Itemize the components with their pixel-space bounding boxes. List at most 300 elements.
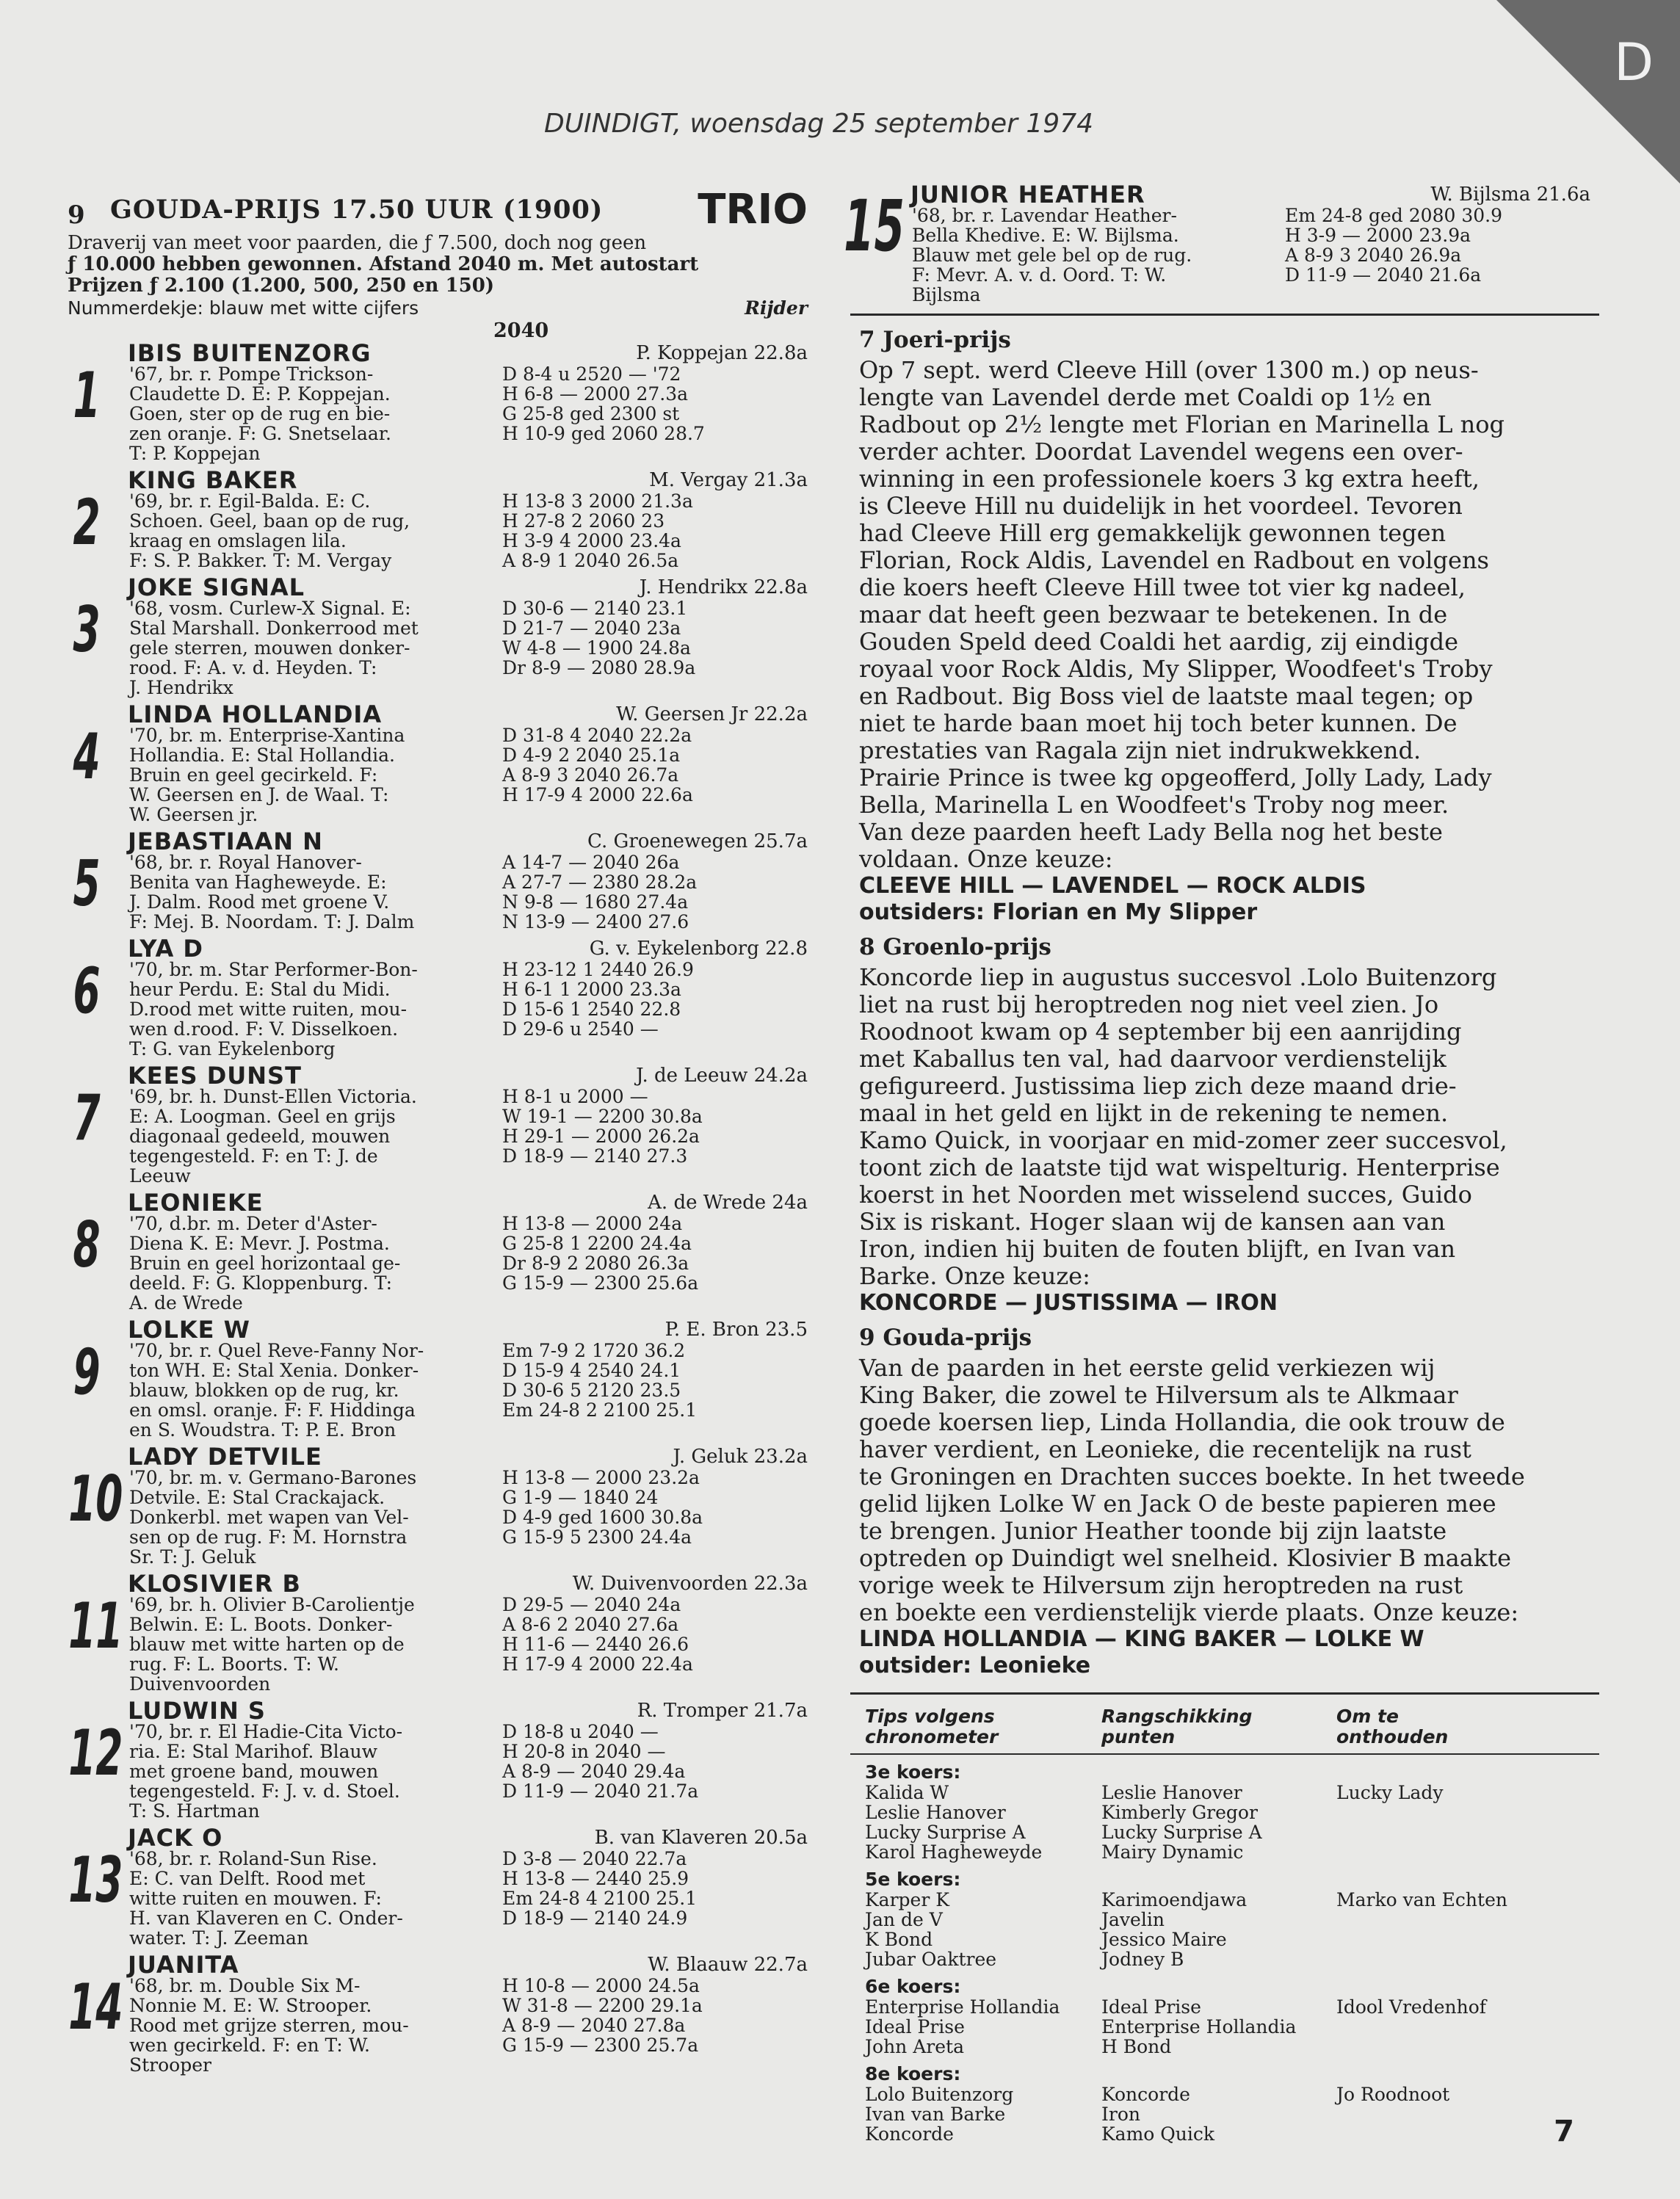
preview-text-line: prestaties van Ragala zijn niet indrukwekkend. (859, 736, 1422, 764)
horse-detail-row (68, 1273, 817, 1293)
horse-description: W. Geersen jr. (129, 804, 258, 825)
horse-detail-row (68, 1654, 817, 1674)
horse-detail-row (68, 1507, 817, 1527)
horse-header (68, 700, 817, 728)
horse-form: G 1-9 — 1840 24 (502, 1487, 659, 1508)
tip-group (850, 1869, 1599, 1969)
horse-number: 9 (73, 1336, 101, 1409)
horse-description: '68, vosm. Curlew-X Signal. E: (129, 598, 411, 619)
horse-description: F: Mej. B. Noordam. T: J. Dalm (129, 911, 415, 932)
tips-col-header: Tips volgens chronometer (865, 1706, 999, 1747)
preview-text-line: en boekte een verdienstelijk vierde plaats. Onze keuze: (859, 1598, 1519, 1626)
horse-description: '68, br. r. Roland-Sun Rise. (129, 1848, 377, 1869)
preview-text-line: Gouden Speld deed Coaldi het aardig, zij eindigde (859, 628, 1459, 656)
race-distance: 2040 (493, 319, 549, 342)
tip-chronometer: Jan de V (865, 1909, 943, 1930)
tip-points: Koncorde (1101, 2084, 1190, 2105)
horse-form: A 8-9 1 2040 26.5a (502, 550, 679, 571)
horse-name: IBIS BUITENZORG (128, 339, 372, 367)
horse-description: Detvile. E: Stal Crackajack. (129, 1487, 385, 1508)
horse-detail-row (68, 1039, 817, 1059)
horse-detail-row (68, 1361, 817, 1380)
horse-detail-row (68, 443, 817, 463)
horse-form: H 3-9 — 2000 23.9a (1285, 225, 1471, 246)
horse-entry (68, 1951, 817, 2076)
tip-points: Jodney B (1101, 1949, 1184, 1970)
horse-detail-row (850, 245, 1599, 265)
horse-form: H 13-8 — 2440 25.9 (502, 1868, 689, 1889)
horse-description: Benita van Hagheweyde. E: (129, 872, 387, 893)
horse-number: 4 (73, 720, 101, 794)
horse-detail-row (68, 1380, 817, 1400)
horse-name: JEBASTIAAN N (128, 827, 323, 855)
tip-group (850, 1762, 1599, 1862)
horse-detail-row (68, 1146, 817, 1166)
preview-text-line: Bella, Marinella L en Woodfeet's Troby nog meer. (859, 791, 1449, 819)
race-legend (68, 297, 817, 320)
horse-detail-row (68, 1634, 817, 1654)
horse-description: Bruin en geel gecirkeld. F: (129, 764, 378, 786)
race-conditions-line: Draverij van meet voor paarden, die ƒ 7.500, doch nog geen (68, 232, 647, 254)
horse-detail-row (68, 384, 817, 404)
horse-form: D 15-9 4 2540 24.1 (502, 1360, 681, 1381)
horse-driver: G. v. Eykelenborg 22.8 (589, 938, 808, 960)
race-title: GOUDA-PRIJS 17.50 UUR (1900) (110, 195, 604, 225)
horse-detail-row (68, 1801, 817, 1821)
horse-description: F: Mevr. A. v. d. Oord. T: W. (912, 264, 1167, 286)
horse-details (68, 954, 817, 1059)
horse-form: G 15-9 — 2300 25.6a (502, 1272, 699, 1294)
tip-chronometer: Karol Hagheweyde (865, 1841, 1043, 1863)
preview-text-line: Florian, Rock Aldis, Lavendel en Radbout en volgens (859, 546, 1489, 574)
horse-form: D 29-6 u 2540 — (502, 1018, 659, 1040)
preview-text-line: verder achter. Doordat Lavendel wegens een over- (859, 438, 1463, 465)
horse-form: D 3-8 — 2040 22.7a (502, 1848, 687, 1869)
race-prizes: Prijzen ƒ 2.100 (1.200, 500, 250 en 150) (68, 275, 495, 297)
horse-form: D 21-7 — 2040 23a (502, 617, 681, 639)
horse-name: KEES DUNST (128, 1062, 302, 1090)
tip-row (850, 2084, 1599, 2104)
horse-description: en omsl. oranje. F: F. Hiddinga (129, 1399, 416, 1421)
tips-col-header: Om te onthouden (1336, 1706, 1449, 1747)
horse-description: blauw, blokken op de rug, kr. (129, 1380, 399, 1401)
horse-header (68, 339, 817, 367)
horse-entry (68, 1570, 817, 1695)
preview-text-line: maal in het geld en lijkt in de rekening te nemen. (859, 1099, 1449, 1127)
horse-description: diagonaal gedeeld, mouwen (129, 1126, 391, 1147)
trio-label: TRIO (698, 186, 808, 233)
horse-form: N 9-8 — 1680 27.4a (502, 891, 689, 913)
horse-header (68, 1062, 817, 1090)
horse-form: Em 24-8 4 2100 25.1 (502, 1888, 698, 1909)
horse-detail-row (68, 745, 817, 765)
horse-details (68, 593, 817, 698)
horse-form: D 18-8 u 2040 — (502, 1721, 659, 1742)
horse-name: LINDA HOLLANDIA (128, 700, 383, 728)
race-preview (850, 935, 1599, 1316)
horse-detail-row (68, 1293, 817, 1313)
horse-form: D 4-9 2 2040 25.1a (502, 745, 681, 766)
tip-group (850, 2064, 1599, 2144)
horse-entry (68, 1189, 817, 1314)
preview-text-line: te Groningen en Drachten succes boekte. In het tweede (859, 1463, 1525, 1490)
horse-detail-row (68, 1595, 817, 1615)
horse-description: witte ruiten en mouwen. F: (129, 1888, 382, 1909)
horse-description: Leeuw (129, 1165, 191, 1187)
horse-form: D 11-9 — 2040 21.6a (1285, 264, 1482, 286)
horse-header (68, 1443, 817, 1471)
tip-group-label: 6e koers: (865, 1976, 961, 1997)
horse-form: Em 24-8 2 2100 25.1 (502, 1399, 698, 1421)
horse-entry (68, 339, 817, 464)
preview-pick: CLEEVE HILL — LAVENDEL — ROCK ALDIS (859, 873, 1366, 899)
horse-description: '70, br. m. v. Germano-Barones (129, 1467, 417, 1488)
horse-header (68, 573, 817, 601)
horse-description: '68, br. m. Double Six M- (129, 1975, 361, 1996)
horse-driver: W. Bijlsma 21.6a (1430, 184, 1590, 206)
horse-details (68, 486, 817, 571)
horse-detail-row (68, 805, 817, 825)
horse-name: KLOSIVIER B (128, 1570, 301, 1598)
horse-description: zen oranje. F: G. Snetselaar. (129, 423, 391, 444)
horse-description: Stal Marshall. Donkerrood met (129, 617, 419, 639)
horse-description: tegengesteld. F: J. v. d. Stoel. (129, 1780, 400, 1802)
horse-detail-row (68, 1087, 817, 1106)
tip-row (850, 2017, 1599, 2037)
horse-description: J. Hendrikx (129, 677, 233, 698)
preview-heading: 7 Joeri-prijs (859, 327, 1011, 353)
horse-description: kraag en omslagen lila. (129, 530, 347, 551)
horse-description: A. de Wrede (129, 1292, 243, 1314)
horse-name: JACK O (128, 1824, 223, 1852)
horse-description: rug. F: L. Boorts. T: W. (129, 1653, 339, 1675)
preview-text-line: niet te harde baan moet hij toch beter kunnen. De (859, 709, 1458, 737)
divider (850, 1753, 1599, 1755)
preview-text-line: maar dat heeft geen bezwaar te betekenen. In de (859, 601, 1448, 628)
preview-text-line: gefigureerd. Justissima liep zich deze maand drie- (859, 1072, 1457, 1100)
horse-number: 5 (73, 847, 101, 921)
horse-description: blauw met witte harten op de (129, 1634, 405, 1655)
commentary-column (844, 181, 1599, 2148)
horse-form: D 11-9 — 2040 21.7a (502, 1780, 699, 1802)
horse-description: Strooper (129, 2054, 211, 2076)
tip-remember (1336, 2124, 1579, 2144)
horse-description: Donkerbl. met wapen van Vel- (129, 1507, 409, 1528)
tip-remember: Jo Roodnoot (1336, 2084, 1450, 2105)
horse-header (68, 466, 817, 494)
tip-chronometer: John Areta (865, 2036, 964, 2057)
horse-number: 1 (73, 359, 101, 432)
horse-detail-row (68, 1869, 817, 1888)
horse-detail-row (68, 491, 817, 511)
preview-text-line: voldaan. Onze keuze: (859, 845, 1113, 873)
tips-header (850, 1706, 1599, 1747)
horse-entry (68, 1824, 817, 1949)
horse-detail-row (68, 1928, 817, 1948)
divider (850, 1692, 1599, 1695)
preview-text-line: te brengen. Junior Heather toonde bij zijn laatste (859, 1517, 1447, 1545)
preview-text-line: gelid lijken Lolke W en Jack O de beste papieren mee (859, 1490, 1496, 1518)
horse-driver: P. E. Bron 23.5 (665, 1319, 808, 1341)
horse-detail-row (68, 678, 817, 698)
horse-description: D.rood met witte ruiten, mou- (129, 999, 408, 1020)
horse-form: H 10-9 ged 2060 28.7 (502, 423, 705, 444)
tip-row (850, 1842, 1599, 1862)
tip-points: Karimoendjawa (1101, 1889, 1248, 1910)
horse-driver: J. Geluk 23.2a (673, 1446, 808, 1468)
horse-description: '70, d.br. m. Deter d'Aster- (129, 1213, 377, 1234)
tip-points: Jessico Maire (1101, 1929, 1227, 1950)
preview-text-line: Prairie Prince is twee kg opgeofferd, Jolly Lady, Lady (859, 764, 1492, 791)
horse-detail-row (68, 1849, 817, 1869)
horse-detail-row (68, 1527, 817, 1547)
horse-description: en S. Woudstra. T: P. E. Bron (129, 1419, 397, 1441)
horse-number: 14 (68, 1971, 123, 2044)
horse-details (68, 1971, 817, 2076)
horse-details (68, 1717, 817, 1822)
horse-details (68, 847, 817, 932)
horse-form: G 15-9 — 2300 25.7a (502, 2035, 699, 2056)
horse-description: T: G. van Eykelenborg (129, 1038, 336, 1059)
horse-name: JUANITA (128, 1951, 239, 1979)
horse-number: 12 (68, 1717, 123, 1790)
race-header (68, 187, 817, 233)
horse-description: '68, br. r. Royal Hanover- (129, 852, 362, 873)
horse-description: E: A. Loogman. Geel en grijs (129, 1106, 396, 1127)
horse-form: A 8-9 — 2040 27.8a (502, 2015, 686, 2036)
preview-text-line: haver verdient, en Leonieke, die recentelijk na rust (859, 1435, 1471, 1463)
horse-number: 11 (68, 1590, 123, 1663)
tip-points: Javelin (1101, 1909, 1165, 1930)
horse-header (68, 1824, 817, 1852)
horse-form: H 6-1 1 2000 23.3a (502, 979, 681, 1000)
horse-detail-row (68, 872, 817, 892)
tip-remember (1336, 2104, 1579, 2124)
tips-table (850, 1706, 1599, 2144)
horse-name: LUDWIN S (128, 1697, 266, 1725)
section-letter: D (1614, 32, 1654, 93)
horse-detail-row (850, 206, 1599, 225)
horse-description: T: S. Hartman (129, 1800, 260, 1822)
tip-remember: Marko van Echten (1336, 1889, 1507, 1910)
horse-detail-row (68, 785, 817, 805)
horse-header (68, 1951, 817, 1979)
preview-text-line: Barke. Onze keuze: (859, 1262, 1090, 1290)
horse-description: sen op de rug. F: M. Hornstra (129, 1526, 408, 1548)
horse-form: H 11-6 — 2440 26.6 (502, 1634, 689, 1655)
tip-groups (850, 1762, 1599, 2144)
horse-description: Belwin. E: L. Boots. Donker- (129, 1614, 393, 1635)
horse-description: gele sterren, mouwen donker- (129, 637, 410, 659)
horse-detail-row (68, 2035, 817, 2055)
horse-description: '70, br. m. Enterprise-Xantina (129, 725, 405, 746)
horse-number: 15 (844, 185, 905, 267)
preview-text-line: royaal voor Rock Aldis, My Slipper, Woodfeet's Troby (859, 655, 1493, 683)
preview-text-line: had Cleeve Hill erg gemakkelijk gewonnen tegen (859, 519, 1447, 547)
horse-detail-row (68, 1106, 817, 1126)
horse-form: Dr 8-9 — 2080 28.9a (502, 657, 696, 678)
horse-description: Sr. T: J. Geluk (129, 1546, 256, 1568)
tip-chronometer: Ideal Prise (865, 2016, 965, 2037)
horse-number: 7 (73, 1082, 101, 1155)
tip-row (850, 1930, 1599, 1949)
tips-col-header: Rangschikking punten (1101, 1706, 1253, 1747)
horse-detail-row (68, 1233, 817, 1253)
tip-chronometer: Karper K (865, 1889, 949, 1910)
horse-driver: W. Duivenvoorden 22.3a (572, 1573, 808, 1595)
horse-detail-row (68, 725, 817, 745)
tip-points: Leslie Hanover (1101, 1782, 1242, 1803)
horse-detail-row (68, 1126, 817, 1146)
horse-form: A 8-9 — 2040 29.4a (502, 1761, 686, 1782)
horse-form: H 6-8 — 2000 27.3a (502, 383, 689, 405)
tip-remember (1336, 1842, 1579, 1862)
preview-text-line: liet na rust bij heroptreden nog niet veel zien. Jo (859, 990, 1439, 1018)
horse-detail-row (68, 1166, 817, 1186)
horse-form: W 4-8 — 1900 24.8a (502, 637, 691, 659)
horse-detail-row (68, 1996, 817, 2015)
tip-row (850, 2104, 1599, 2124)
preview-text-line: Van de paarden in het eerste gelid verkiezen wij (859, 1354, 1435, 1382)
tip-group-label: 5e koers: (865, 1869, 961, 1890)
preview-text-line: is Cleeve Hill nu duidelijk in het voordeel. Tevoren (859, 492, 1463, 520)
tip-chronometer: K Bond (865, 1929, 933, 1950)
divider (850, 314, 1599, 316)
tip-chronometer: Kalida W (865, 1782, 949, 1803)
preview-text-line: en Radbout. Big Boss viel de laatste maal tegen; op (859, 682, 1474, 710)
horse-form: H 10-8 — 2000 24.5a (502, 1975, 700, 1996)
horse-form: D 30-6 5 2120 23.5 (502, 1380, 681, 1401)
horse-description: '70, br. r. Quel Reve-Fanny Nor- (129, 1340, 424, 1361)
horse-detail-row (68, 1976, 817, 1996)
horse-description: wen d.rood. F: V. Disselkoen. (129, 1018, 399, 1040)
horse-form: Dr 8-9 2 2080 26.3a (502, 1253, 689, 1274)
horse-driver: C. Groenewegen 25.7a (587, 830, 808, 852)
horse-detail-row (68, 638, 817, 658)
horse-form: H 3-9 4 2000 23.4a (502, 530, 681, 551)
horse-details (68, 1336, 817, 1441)
horse-name: JUNIOR HEATHER (910, 181, 1145, 209)
horse-entry (68, 1443, 817, 1568)
horse-description: ton WH. E: Stal Xenia. Donker- (129, 1360, 419, 1381)
horse-entry (68, 573, 817, 698)
horse-form: G 25-8 ged 2300 st (502, 403, 680, 424)
preview-pick: outsider: Leonieke (859, 1653, 1091, 1678)
horse-form: G 15-9 5 2300 24.4a (502, 1526, 692, 1548)
horse-detail-row (68, 1019, 817, 1039)
horse-number: 10 (68, 1463, 123, 1536)
horse-detail-row (68, 1253, 817, 1273)
tip-remember (1336, 1930, 1579, 1949)
tip-chronometer: Lolo Buitenzorg (865, 2084, 1014, 2105)
horse-form: H 13-8 3 2000 21.3a (502, 490, 693, 512)
horse-detail-row (68, 618, 817, 638)
horse-description: W. Geersen en J. de Waal. T: (129, 784, 389, 805)
horse-description: '68, br. r. Lavendar Heather- (912, 205, 1177, 226)
horse-detail-row (68, 598, 817, 618)
tip-row (850, 1783, 1599, 1803)
horse-details (68, 1082, 817, 1187)
horse-description: F: S. P. Bakker. T: M. Vergay (129, 550, 392, 571)
horse-details (68, 1209, 817, 1314)
horse-details (68, 359, 817, 464)
horse-detail-row (68, 999, 817, 1019)
number-cloth-note: Nummerdekje: blauw met witte cijfers (68, 297, 419, 319)
preview-text-line: Roodnoot kwam op 4 september bij een aanrijding (859, 1018, 1462, 1046)
horse-description: '67, br. r. Pompe Trickson- (129, 363, 374, 385)
preview-text-line: lengte van Lavendel derde met Coaldi op 1½ en (859, 383, 1432, 411)
rijder-label: Rijder (745, 297, 808, 319)
horse-form: D 18-9 — 2140 24.9 (502, 1908, 688, 1929)
horse-description: E: C. van Delft. Rood met (129, 1868, 366, 1889)
horse-description: Diena K. E: Mevr. J. Postma. (129, 1233, 390, 1254)
tip-group (850, 1977, 1599, 2057)
horse-form: D 29-5 — 2040 24a (502, 1594, 681, 1615)
horse-form: D 30-6 — 2140 23.1 (502, 598, 688, 619)
preview-text-line: Iron, indien hij buiten de fouten blijft, en Ivan van (859, 1235, 1456, 1263)
race-preview (850, 327, 1599, 926)
race-preview (850, 1325, 1599, 1679)
horse-detail-row (850, 265, 1599, 285)
preview-text-line: Koncorde liep in augustus succesvol .Lolo Buitenzorg (859, 963, 1497, 991)
tip-remember (1336, 2017, 1579, 2037)
tip-chronometer: Koncorde (865, 2123, 954, 2145)
horse-detail-row (68, 765, 817, 785)
tip-row (850, 1949, 1599, 1969)
preview-text-line: Van deze paarden heeft Lady Bella nog het beste (859, 818, 1443, 846)
preview-text-line: Six is riskant. Hoger slaan wij de kansen aan van (859, 1208, 1446, 1236)
preview-text-line: vorige week te Hilversum zijn heroptreden na rust (859, 1571, 1463, 1599)
horse-list (68, 339, 817, 2076)
horse-description: '69, br. h. Dunst-Ellen Victoria. (129, 1086, 417, 1107)
tip-group-label: 3e koers: (865, 1761, 961, 1783)
tip-row (850, 1803, 1599, 1822)
horse-driver: B. van Klaveren 20.5a (594, 1827, 808, 1849)
horse-form: Em 24-8 ged 2080 30.9 (1285, 205, 1502, 226)
tip-remember (1336, 2037, 1579, 2057)
horse-header (68, 827, 817, 855)
race-card-column (68, 187, 817, 2081)
horse-description: Bijlsma (912, 284, 981, 305)
horse-description: T: P. Koppejan (129, 443, 261, 464)
tip-points: Mairy Dynamic (1101, 1841, 1244, 1863)
horse-description: '70, br. r. El Hadie-Cita Victo- (129, 1721, 403, 1742)
tip-points: Enterprise Hollandia (1101, 2016, 1297, 2037)
tip-remember: Idool Vredenhof (1336, 1996, 1487, 2018)
horse-description: rood. F: A. v. d. Heyden. T: (129, 657, 377, 678)
horse-driver: M. Vergay 21.3a (649, 469, 808, 491)
tip-points: Kamo Quick (1101, 2123, 1215, 2145)
horse-description: '70, br. m. Star Performer-Bon- (129, 959, 418, 980)
preview-text-line: die koers heeft Cleeve Hill twee tot vier kg nadeel, (859, 573, 1466, 601)
horse-description: Goen, ster op de rug en bie- (129, 403, 391, 424)
horse-detail-row (68, 892, 817, 912)
horse-description: heur Perdu. E: Stal du Midi. (129, 979, 391, 1000)
horse-detail-row (68, 1761, 817, 1781)
horse-name: LYA D (128, 935, 203, 963)
horse-details (68, 1590, 817, 1695)
race-previews (850, 327, 1599, 1679)
preview-text-line: King Baker, die zowel te Hilversum als te Alkmaar (859, 1381, 1458, 1409)
horse-form: H 13-8 — 2000 23.2a (502, 1467, 700, 1488)
tip-remember (1336, 1910, 1579, 1930)
horse-number: 2 (73, 486, 101, 559)
horse-form: H 13-8 — 2000 24a (502, 1213, 683, 1234)
horse-detail-row (68, 1214, 817, 1233)
horse-detail-row (850, 225, 1599, 245)
horse-detail-row (68, 1674, 817, 1694)
preview-pick: LINDA HOLLANDIA — KING BAKER — LOLKE W (859, 1626, 1424, 1652)
